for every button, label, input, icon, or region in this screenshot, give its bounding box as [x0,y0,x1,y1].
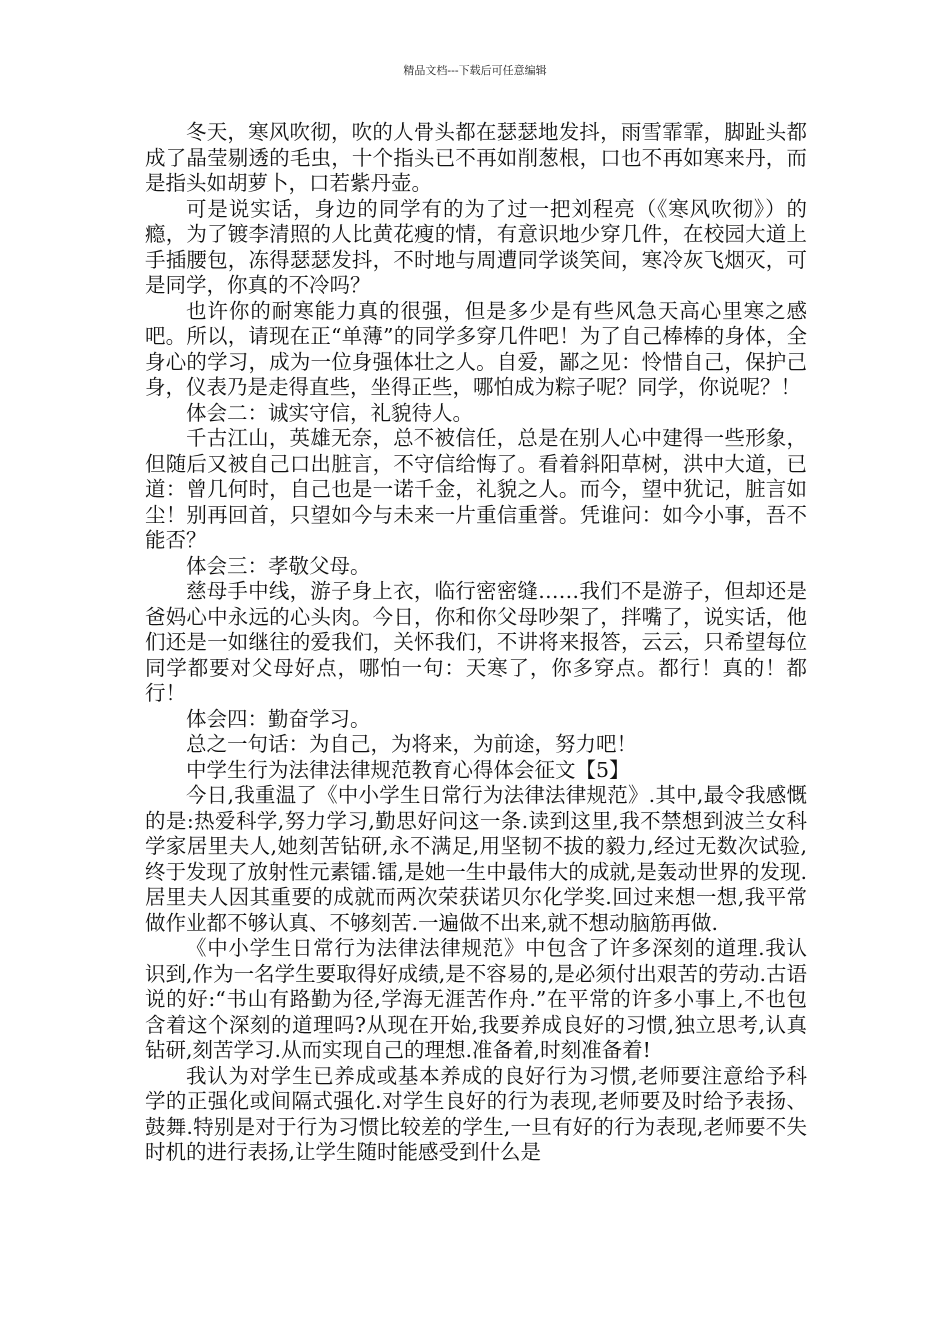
paragraph-summary: 总之一句话：为自己，为将来，为前途，努力吧！ [186,732,637,756]
paragraph-wear-more: 也许你的耐寒能力真的很强，但是多少是有些风急天高心里寒之感吧。所以，请现在正“单薄”的同学多穿几件吧！为了自己棒棒的身体，全身心的学习，成为一位身强体壮之人。自爱，鄙之见：怜惜自己，保护己身，仪表乃是走得直些，坐得正些，哪怕成为粽子呢？同学，你说呢？！ [145,298,807,399]
paragraph-dress-lightly: 可是说实话，身边的同学有的为了过一把刘程亮（《寒风吹彻》）的瘾，为了镀李清照的人比黄花瘦的情，有意识地少穿几件，在校园大道上手插腰包，冻得瑟瑟发抖，不时地与周遭同学谈笑间，寒冷灰飞烟灭，可是同学，你真的不冷吗？ [145,196,807,297]
paragraph-heading-three: 体会三：孝敬父母。 [186,553,371,578]
paragraph-parents: 慈母手中线，游子身上衣，临行密密缝……我们不是游子，但却还是爸妈心中永远的心头肉。今日，你和你父母吵架了，拌嘴了，说实话，他们还是一如继往的爱我们，关怀我们，不讲将来报答，云云，只希望每位同学都要对父母好点，哪怕一句：天寒了，你多穿点。都行！真的！都行！ [145,579,807,705]
page-header: 精品文档---下载后可任意编辑 [403,64,547,77]
paragraph-reinforcement: 我认为对学生已养成或基本养成的良好行为习惯,老师要注意给予科学的正强化或间隔式强化.对学生良好的行为表现,老师要及时给予表扬、鼓舞.特别是对于行为习惯比较差的学生,一旦有好的行为表现,老师要不失时机的进行表扬,让学生随时能感受到什么是 [145,1063,807,1164]
paragraph-heading-two: 体会二：诚实守信，礼貌待人。 [186,400,473,425]
paragraph-heading-four: 体会四：勤奋学习。 [186,706,371,731]
document-body [145,120,807,1166]
paragraph-curie: 今日,我重温了《中小学生日常行为法律法律规范》.其中,最令我感慨的是:热爱科学,努力学习,勤思好问这一条.读到这里,我不禁想到波兰女科学家居里夫人,她刻苦钻研,永不满足,用坚韧不拔的毅力,经过无数次试验,终于发现了放射性元素镭.镭,是她一生中最伟大的成就,是轰动世界的发现.居里夫人因其重要的成就而两次荣获诺贝尔化学奖.回过来想一想,我平常做作业都不够认真、不够刻苦.一遍做不出来,就不想动脑筋再做. [145,783,807,935]
paragraph-winter-cold: 冬天，寒风吹彻，吹的人骨头都在瑟瑟地发抖，雨雪霏霏，脚趾头都成了晶莹剔透的毛虫，十个指头已不再如削葱根，口也不再如寒来丹，而是指头如胡萝卜，口若紫丹壶。 [145,120,807,195]
paragraph-essay-title: 中学生行为法律法律规范教育心得体会征文【5】 [186,757,630,782]
paragraph-diligence: 《中小学生日常行为法律法律规范》中包含了许多深刻的道理.我认识到,作为一名学生要取得好成绩,是不容易的,是必须付出艰苦的劳动.古语说的好:“书山有路勤为径,学海无涯苦作舟.”在平常的许多小事上,不也包含着这个深刻的道理吗?从现在开始,我要养成良好的习惯,独立思考,认真钻研,刻苦学习.从而实现自己的理想.准备着,时刻准备着! [145,936,807,1062]
paragraph-honesty: 千古江山，英雄无奈，总不被信任，总是在别人心中建得一些形象，但随后又被自己口出脏言，不守信给悔了。看着斜阳草树，洪中大道，已道：曾几何时，自己也是一诺千金，礼貌之人。而今，望中犹记，脏言如尘！别再回首，只望如今与未来一片重信重誉。凭谁问：如今小事，吾不能否？ [145,426,807,552]
